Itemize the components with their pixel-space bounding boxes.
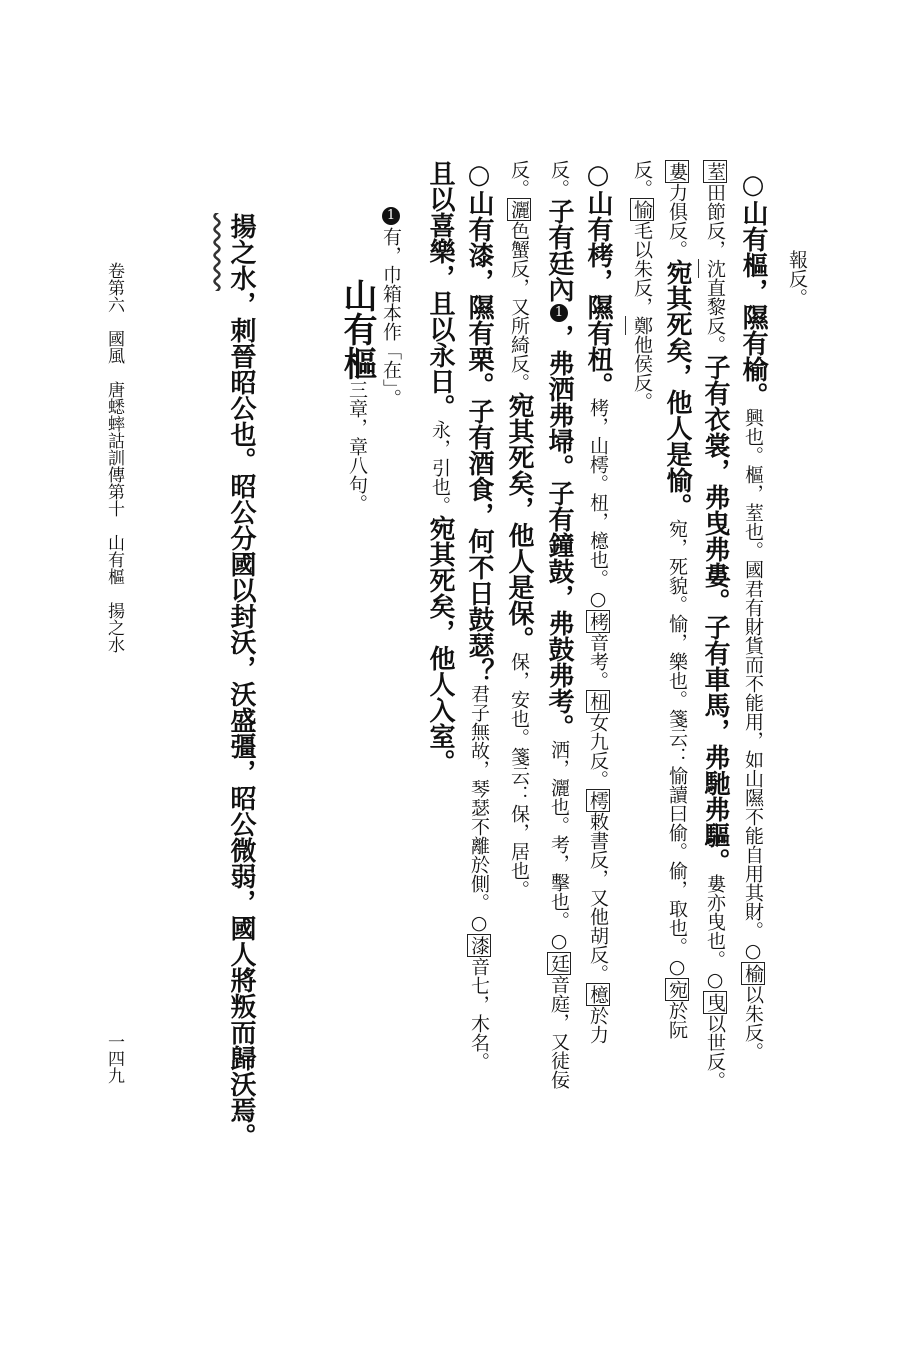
boxed-character: 曳 [704,993,726,1012]
text-segment: ○山有栲，隰有杻。 [583,160,613,398]
boxed-character: 廷 [548,954,570,973]
boxed-character: 荎 [704,162,726,181]
text-segment: 沈 [704,259,726,278]
text-column [546,160,572,1089]
text-segment: 宛，死貌。愉，樂也。箋云：愉讀曰偷。偷，取也。○ [666,519,688,978]
text-segment: 山有樞 [337,278,377,380]
text-column [585,160,611,1044]
text-segment: 色蟹反，又所綺反。 [508,221,530,392]
text-segment: ○山有樞，隰有榆。 [738,170,768,408]
text-segment: 洒，灑也。考，擊也。○ [548,740,570,952]
text-segment: 敕書反，又他胡反。 [587,812,609,983]
text-column [466,160,492,1071]
text-segment: 報反。 [786,250,808,307]
text-segment: 宛其死矣，他人是保。 [504,392,534,652]
text-segment: ，刺晉昭公也。昭公分國以封沃，沃盛彊，昭公微弱，國人將叛而歸沃焉。 [226,291,256,1149]
boxed-character: 婁 [666,162,688,181]
boxed-character: 榆 [742,964,764,983]
boxed-character: 宛 [666,980,688,999]
footnote-marker: 1 [550,304,568,322]
text-column [506,160,532,899]
text-segment: 君子無故，琴瑟不離於側。○ [468,684,490,934]
text-segment: 反。 [631,160,653,198]
text-segment: 於力 [587,1006,609,1044]
boxed-character: 樗 [587,791,609,810]
text-segment: 直黎反。 [704,278,726,354]
text-column [787,250,806,307]
text-segment: 三章，章八句。 [346,380,368,513]
text-segment: 興也。樞，荎也。國君有財貨而不能用，如山隰不能自用其財。○ [742,408,764,962]
boxed-character: 杻 [587,692,609,711]
text-segment: 揚之水 [226,213,256,291]
boxed-character: 灑 [508,200,530,219]
text-segment: 宛其死矣，他人是愉。 [662,259,692,519]
text-column [702,160,728,1090]
text-segment: 有，巾箱本作「在」。 [380,227,402,408]
text-segment: 以朱反。 [742,985,764,1061]
text-segment: 反。 [508,160,530,198]
boxed-character: 漆 [468,936,490,955]
page-number: 一四九 [104,1033,124,1084]
footnote-marker: 1 [382,207,400,225]
text-segment: 田節反， [704,183,726,259]
boxed-character: 愉 [631,200,653,219]
boxed-character: 栲 [587,612,609,631]
boxed-character: 檍 [587,985,609,1004]
text-column [337,278,377,513]
text-column [381,205,400,408]
text-segment: ○山有漆，隰有栗。子有酒食，何不日鼓瑟？ [464,160,494,684]
text-segment: 宛其死矣，他人入室。 [425,515,455,775]
text-segment: 音考。 [587,633,609,690]
text-segment: 音庭，又徒佞 [548,975,570,1089]
text-segment: 永，引也。 [429,420,451,515]
text-column [228,213,254,1149]
text-segment: 婁亦曳也。○ [704,874,726,991]
text-segment: 於阮 [666,1001,688,1039]
text-column [427,160,453,775]
text-segment: 子有衣裳，弗曳弗婁。子有車馬，弗馳弗驅。 [700,354,730,874]
text-segment: 栲，山樗。杻，檍也。○ [587,398,609,610]
text-segment: 保，安也。箋云：保，居也。 [508,652,530,899]
text-segment: 他侯反。 [631,335,653,411]
text-segment: 子有廷內 [544,198,574,302]
text-segment: 反。 [548,160,570,198]
text-column [740,170,766,1061]
text-segment: 力俱反。 [666,183,688,259]
text-column [632,160,651,411]
text-segment: 女九反。 [587,713,609,789]
running-header: 卷第六 國風 唐蟋蟀詁訓傳第十 山有樞 揚之水 [104,262,124,653]
text-segment: ，弗洒弗埽。子有鐘鼓，弗鼓弗考。 [544,324,574,740]
text-column [664,160,690,1039]
text-segment: 以世反。 [704,1014,726,1090]
text-segment: 鄭 [631,316,653,335]
text-segment: 毛以朱反， [631,221,653,316]
text-segment: 音七，木名。 [468,957,490,1071]
text-segment: 且以喜樂，且以永日。 [425,160,455,420]
